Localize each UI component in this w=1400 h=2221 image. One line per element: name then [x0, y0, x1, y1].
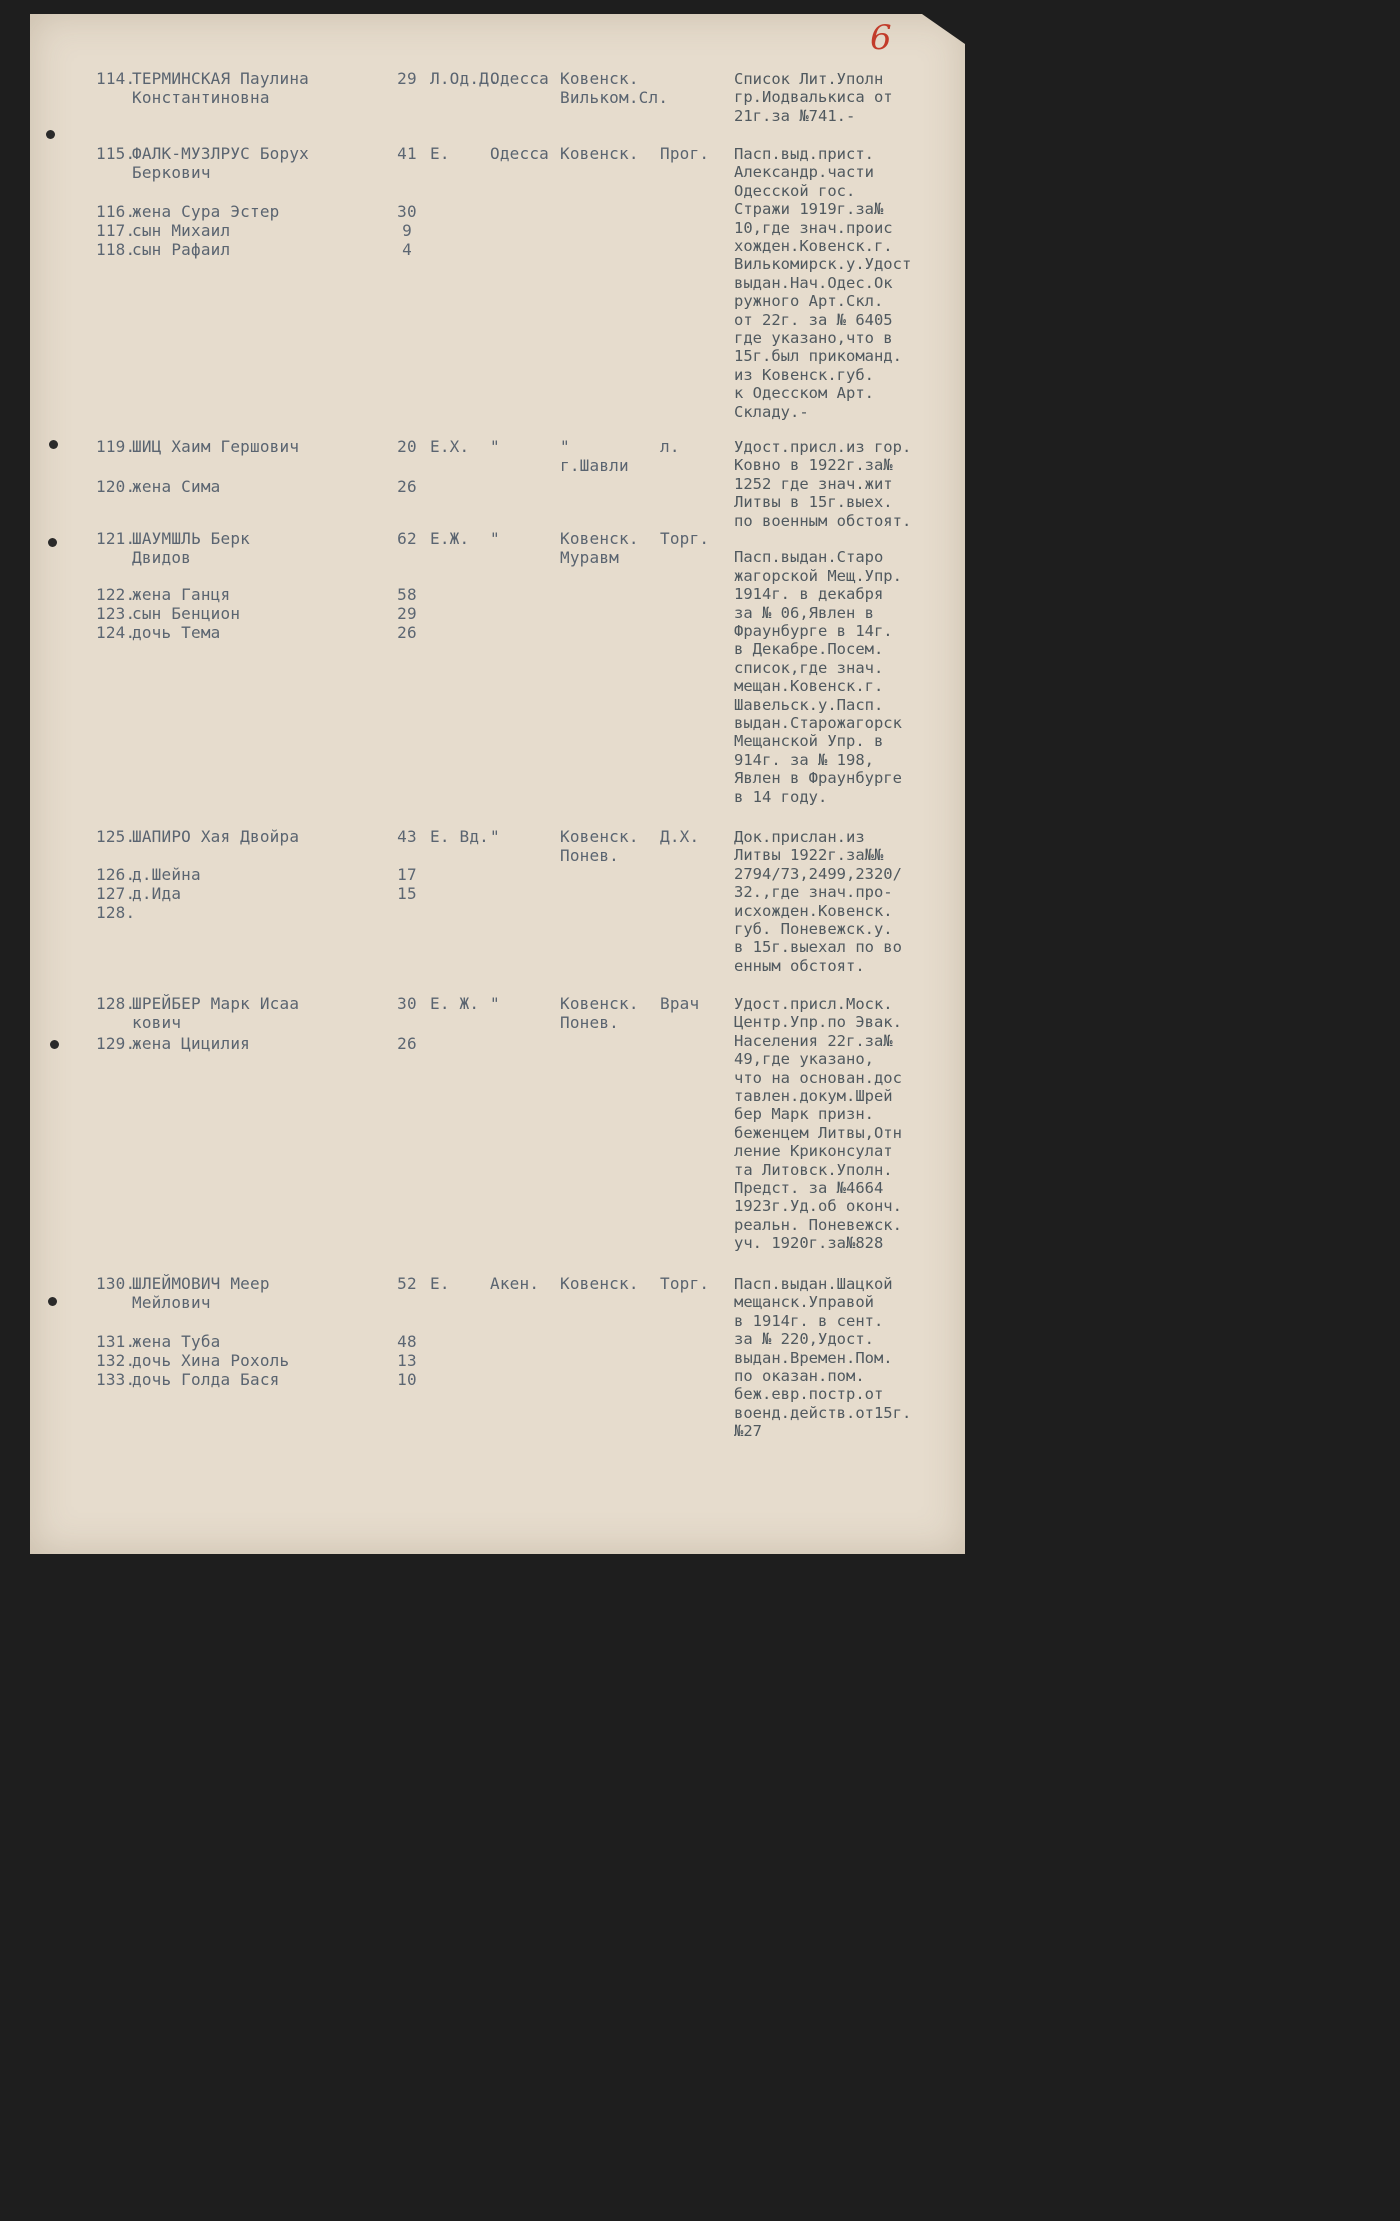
entry-occupation: Торг.: [660, 529, 710, 548]
entry-status: Л.Од.Д.: [430, 69, 499, 88]
note-line: губ. Поневежск.у.: [734, 920, 893, 939]
entry-origin: Понев.: [560, 1013, 619, 1032]
note-line: Фраунбурге в 14г.: [734, 622, 893, 641]
note-line: Явлен в Фраунбурге: [734, 769, 902, 788]
note-line: беж.евр.постр.от: [734, 1385, 884, 1404]
entry-name: кович: [132, 1013, 182, 1032]
entry-name: ФАЛК-МУЗЛРУС Борух: [132, 144, 309, 163]
entry-document-note: [734, 438, 962, 530]
entry-num: 123.: [96, 604, 136, 623]
entry-num: 127.: [96, 884, 136, 903]
entry-age: 62: [397, 529, 417, 548]
entry-age: 43: [397, 827, 417, 846]
entry-num: 122.: [96, 585, 136, 604]
page-number: 6: [870, 18, 892, 58]
note-line: из Ковенск.губ.: [734, 365, 874, 384]
binding-hole: [50, 1040, 59, 1049]
entry-age: 30: [397, 202, 417, 221]
note-line: Док.прислан.из: [734, 828, 865, 846]
note-line: в 14 году.: [734, 787, 828, 806]
note-line: Центр.Упр.по Эвак.: [734, 1013, 902, 1032]
entry-place: ": [490, 529, 500, 548]
note-line: 10,где знач.проис: [734, 218, 893, 237]
note-line: Мещанской Упр. в: [734, 732, 884, 751]
entry-origin: ": [560, 437, 570, 456]
note-line: Пасп.выдан.Шацкой: [734, 1275, 893, 1293]
entry-age: 13: [397, 1351, 417, 1370]
note-line: 32.,где знач.про-: [734, 883, 893, 902]
note-line: жагорской Мещ.Упр.: [734, 566, 902, 585]
note-line: 21г.за №741.-: [734, 106, 856, 125]
binding-hole: [48, 1297, 57, 1306]
note-line: в 1914г. в сент.: [734, 1311, 884, 1330]
entry-age: 15: [397, 884, 417, 903]
entry-name: ШИЦ Хаим Гершович: [132, 437, 300, 456]
note-line: енным обстоят.: [734, 956, 865, 975]
note-line: Пасп.выдан.Старо: [734, 548, 884, 567]
entry-name: Двидов: [132, 548, 191, 567]
entry-age: 48: [397, 1332, 417, 1351]
note-line: выдан.Старожагорск: [734, 714, 902, 733]
note-line: тавлен.докум.Шрей: [734, 1087, 893, 1106]
entry-origin: Вильком.Сл.: [560, 88, 669, 107]
note-line: по военным обстоят.: [734, 511, 912, 530]
note-line: в Декабре.Посем.: [734, 640, 884, 659]
entry-name: дочь Хина Рохоль: [132, 1351, 290, 1370]
entry-status: Е.Х.: [430, 437, 470, 456]
note-line: в 15г.выехал по во: [734, 938, 902, 957]
note-line: что на основан.дос: [734, 1068, 902, 1087]
entry-num: 131.: [96, 1332, 136, 1351]
entry-document-note: [734, 1275, 962, 1441]
entry-status: Е. Вд.: [430, 827, 489, 846]
entry-origin: Ковенск.: [560, 1274, 639, 1293]
note-line: беженцем Литвы,Отн: [734, 1123, 902, 1142]
note-line: уч. 1920г.за№828: [734, 1234, 884, 1253]
note-line: Список Лит.Уполн: [734, 70, 884, 88]
entry-num: 128.: [96, 903, 136, 922]
entry-name: д.Шейна: [132, 865, 201, 884]
entry-age: 29: [397, 604, 417, 623]
entry-name: сын Бенцион: [132, 604, 241, 623]
note-line: Вилькомирск.у.Удост: [734, 255, 912, 274]
entry-num: 114.: [96, 69, 136, 88]
entry-num: 133.: [96, 1370, 136, 1389]
note-line: 1252 где знач.жит: [734, 474, 893, 493]
entry-name: ШАУМШЛЬ Берк: [132, 529, 250, 548]
entry-occupation: л.: [660, 437, 680, 456]
entry-age: 30: [397, 994, 417, 1013]
note-line: 15г.был прикоманд.: [734, 347, 902, 366]
entry-num: 117.: [96, 221, 136, 240]
note-line: к Одесском Арт.: [734, 384, 874, 403]
note-line: Александр.части: [734, 163, 874, 182]
note-line: бер Марк призн.: [734, 1105, 874, 1124]
entry-origin: Ковенск.: [560, 529, 639, 548]
note-line: гр.Иодвалькиса от: [734, 88, 893, 107]
note-line: хожден.Ковенск.г.: [734, 237, 893, 256]
entry-num: 116.: [96, 202, 136, 221]
note-line: Одесской гос.: [734, 181, 856, 200]
entry-document-note: [734, 530, 962, 806]
note-line: список,где знач.: [734, 658, 884, 677]
note-line: выдан.Нач.Одес.Ок: [734, 273, 893, 292]
note-line: Стражи 1919г.за№: [734, 200, 884, 219]
note-line: 2794/73,2499,2320/: [734, 864, 902, 883]
entry-place: Одесса: [490, 144, 549, 163]
note-line: Удост.присл.из гор.: [734, 438, 912, 456]
entry-status: Е.: [430, 1274, 450, 1293]
note-line: Литвы в 15г.выех.: [734, 493, 893, 512]
entry-status: Е.Ж.: [430, 529, 470, 548]
entry-num: 125.: [96, 827, 136, 846]
note-line: №27: [734, 1422, 762, 1441]
note-line: от 22г. за № 6405: [734, 310, 893, 329]
note-line: Шавельск.у.Пасп.: [734, 695, 884, 714]
entry-age: 4: [402, 240, 412, 259]
entry-document-note: [734, 828, 962, 975]
binding-hole: [48, 538, 57, 547]
entry-age: 52: [397, 1274, 417, 1293]
entry-occupation: Врач: [660, 994, 700, 1013]
note-line: Предст. за №4664: [734, 1179, 884, 1198]
entry-name: Беркович: [132, 163, 211, 182]
binding-hole: [49, 440, 58, 449]
note-line: за № 06,Явлен в: [734, 603, 874, 622]
entry-name: ТЕРМИНСКАЯ Паулина: [132, 69, 309, 88]
entry-name: жена Сура Эстер: [132, 202, 280, 221]
note-line: [734, 530, 962, 548]
entry-num: 119.: [96, 437, 136, 456]
entry-place: Одесса: [490, 69, 549, 88]
entry-num: 115.: [96, 144, 136, 163]
note-line: по оказан.пом.: [734, 1367, 865, 1386]
entry-document-note: [734, 995, 962, 1253]
entry-age: 20: [397, 437, 417, 456]
note-line: ление Криконсулат: [734, 1142, 893, 1161]
note-line: 1914г. в декабря: [734, 585, 884, 604]
binding-hole: [46, 130, 55, 139]
entry-num: 118.: [96, 240, 136, 259]
entry-num: 124.: [96, 623, 136, 642]
entry-name: дочь Голда Бася: [132, 1370, 280, 1389]
entry-age: 17: [397, 865, 417, 884]
entry-name: сын Михаил: [132, 221, 231, 240]
note-line: Населения 22г.за№: [734, 1031, 893, 1050]
entry-name: жена Туба: [132, 1332, 221, 1351]
entry-num: 129.: [96, 1034, 136, 1053]
entry-origin: Ковенск.: [560, 144, 639, 163]
note-line: 1923г.Уд.об оконч.: [734, 1197, 902, 1216]
note-line: Литвы 1922г.за№№: [734, 846, 884, 865]
note-line: ружного Арт.Скл.: [734, 292, 884, 311]
entry-name: жена Цицилия: [132, 1034, 250, 1053]
note-line: Удост.присл.Моск.: [734, 995, 893, 1013]
note-line: реальн. Поневежск.: [734, 1215, 902, 1234]
entry-origin: Ковенск.: [560, 69, 639, 88]
entry-age: 9: [402, 221, 412, 240]
entry-num: 120.: [96, 477, 136, 496]
entry-age: 26: [397, 1034, 417, 1053]
entry-num: 130.: [96, 1274, 136, 1293]
entry-name: жена Сима: [132, 477, 221, 496]
entry-document-note: [734, 70, 962, 125]
note-line: где указано,что в: [734, 329, 893, 348]
note-line: Ковно в 1922г.за№: [734, 456, 893, 475]
entry-occupation: Прог.: [660, 144, 710, 163]
note-line: 49,где указано,: [734, 1050, 874, 1069]
entry-age: 41: [397, 144, 417, 163]
entry-occupation: Торг.: [660, 1274, 710, 1293]
entry-age: 58: [397, 585, 417, 604]
note-line: Складу.-: [734, 402, 809, 421]
note-line: выдан.Времен.Пом.: [734, 1348, 893, 1367]
entry-origin: Ковенск.: [560, 994, 639, 1013]
entry-place: ": [490, 827, 500, 846]
entry-name: Мейлович: [132, 1293, 211, 1312]
entry-document-note: [734, 145, 962, 421]
entry-name: ШРЕЙБЕР Марк Исаа: [132, 994, 300, 1013]
entry-age: 26: [397, 477, 417, 496]
entry-place: Акен.: [490, 1274, 540, 1293]
entry-num: 121.: [96, 529, 136, 548]
entry-num: 126.: [96, 865, 136, 884]
entry-name: дочь Тема: [132, 623, 221, 642]
note-line: за № 220,Удост.: [734, 1330, 874, 1349]
entry-status: Е.: [430, 144, 450, 163]
note-line: мещанск.Управой: [734, 1293, 874, 1312]
entry-age: 10: [397, 1370, 417, 1389]
entry-name: жена Ганця: [132, 585, 231, 604]
entry-name: д.Ида: [132, 884, 182, 903]
entry-age: 26: [397, 623, 417, 642]
entry-name: ШЛЕЙМОВИЧ Меер: [132, 1274, 270, 1293]
entry-name: Константиновна: [132, 88, 270, 107]
entry-age: 29: [397, 69, 417, 88]
note-line: 914г. за № 198,: [734, 750, 874, 769]
entry-origin: Понев.: [560, 846, 619, 865]
note-line: исхожден.Ковенск.: [734, 901, 893, 920]
note-line: мещан.Ковенск.г.: [734, 677, 884, 696]
note-line: Пасп.выд.прист.: [734, 145, 874, 163]
entry-place: ": [490, 994, 500, 1013]
entry-num: 132.: [96, 1351, 136, 1370]
entry-place: ": [490, 437, 500, 456]
entry-occupation: Д.Х.: [660, 827, 700, 846]
entry-origin: Ковенск.: [560, 827, 639, 846]
entry-origin: Муравм: [560, 548, 619, 567]
entry-status: Е. Ж.: [430, 994, 480, 1013]
entry-num: 128.: [96, 994, 136, 1013]
entry-name: сын Рафаил: [132, 240, 231, 259]
entry-origin: г.Шавли: [560, 456, 629, 475]
note-line: военд.действ.от15г.: [734, 1403, 912, 1422]
note-line: та Литовск.Уполн.: [734, 1160, 893, 1179]
entry-name: ШАПИРО Хая Двойра: [132, 827, 300, 846]
